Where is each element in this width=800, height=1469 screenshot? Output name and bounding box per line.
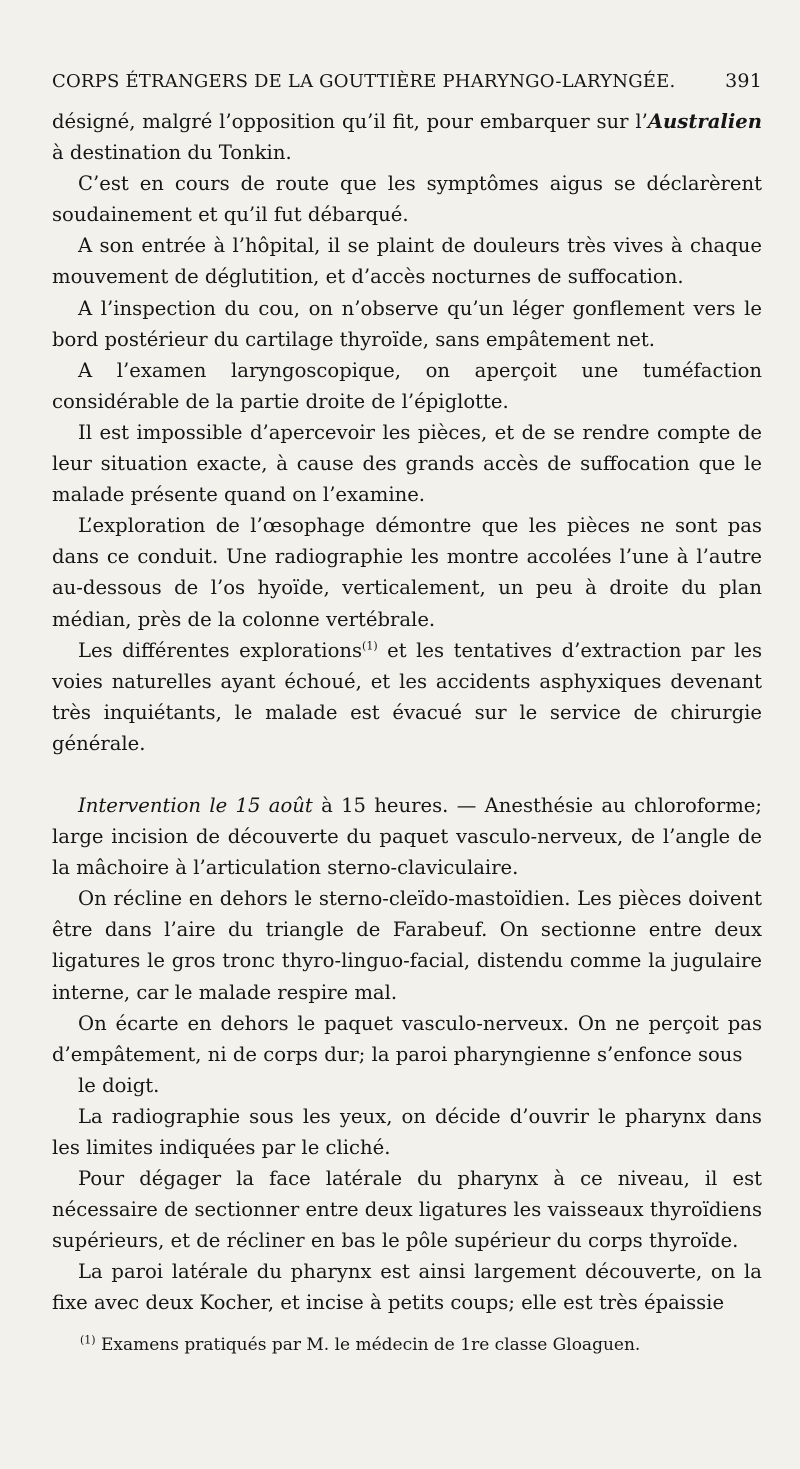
paragraph-1-text-a: désigné, malgré l’opposition qu’il fit, pour embarquer sur l’ <box>52 110 648 133</box>
footnote-mark: (1) <box>80 1333 96 1347</box>
body-text <box>52 106 762 1319</box>
intervention-lead: Intervention le 15 août <box>78 793 313 817</box>
footnote-reference: (1) <box>362 639 378 653</box>
paragraph-14: La paroi latérale du pharynx est ainsi largement découverte, on la fixe avec deux Kocher, et incise à petits coups; elle est très épaissie <box>52 1260 762 1315</box>
paragraph-8-text-a: Les différentes explorations <box>78 638 363 662</box>
paragraph-intervention <box>52 790 762 883</box>
paragraph-1-text-b: à destination du Tonkin. <box>52 141 292 165</box>
intervention-text: à 15 heures. — Anesthésie au chloroforme; large incision de découverte du paquet vasculo-nerveux, de l’angle de la mâchoire à l’articulation sterno-claviculaire. <box>52 793 762 880</box>
paragraph-13: Pour dégager la face latérale du pharynx à ce niveau, il est nécessaire de sectionner entre deux ligatures les vaisseaux thyroïdiens supérieurs, et de récliner en bas le pôle supérieur du corps thyroïde. <box>52 1167 762 1253</box>
paragraph-12: La radiographie sous les yeux, on décide d’ouvrir le pharynx dans les limites indiquées par le cliché. <box>52 1104 762 1159</box>
paragraph-5: A l’examen laryngoscopique, on aperçoit une tuméfaction considérable de la partie droite de l’épiglotte. <box>52 358 762 413</box>
footnote-text: Examens pratiqués par M. le médecin de 1re classe Gloaguen. <box>95 1335 641 1355</box>
paragraph-2: C’est en cours de route que les symptômes aigus se déclarèrent soudainement et qu’il fut débarqué. <box>52 172 762 227</box>
paragraph-7: L’exploration de l’œsophage démontre que les pièces ne sont pas dans ce conduit. Une radiographie les montre accolées l’une à l’autre au-dessous de l’os hyoïde, verticalement, un peu à droite du plan médian, près de la colonne vertébrale. <box>52 514 762 631</box>
paragraph-4: A l’inspection du cou, on n’observe qu’un léger gonflement vers le bord postérieur du cartilage thyroïde, sans empâtement net. <box>52 296 762 351</box>
paragraph-3: A son entrée à l’hôpital, il se plaint de douleurs très vives à chaque mouvement de déglutition, et d’accès nocturnes de suffocation. <box>52 234 762 289</box>
paragraph-8 <box>52 635 762 759</box>
paragraph-10: On récline en dehors le sterno-cleïdo-mastoïdien. Les pièces doivent être dans l’aire du triangle de Farabeuf. On sectionne entre deux ligatures le gros tronc thyro-linguo-facial, distendu comme la jugulaire interne, car le malade respire mal. <box>52 887 762 1004</box>
paragraph-8-text-b: et les tentatives d’extraction par les voies naturelles ayant échoué, et les accidents asphyxiques devenant très inquiétants, le malade est évacué sur le service de chirurgie générale. <box>52 638 763 755</box>
ship-name: Australien <box>647 110 762 133</box>
footnote <box>80 1334 760 1356</box>
running-title: CORPS ÉTRANGERS DE LA GOUTTIÈRE PHARYNGO-LARYNGÉE. <box>52 71 676 92</box>
paragraph-11-continuation: le doigt. <box>78 1073 160 1097</box>
paragraph-11: On écarte en dehors le paquet vasculo-nerveux. On ne perçoit pas d’empâtement, ni de corps dur; la paroi pharyngienne s’enfonce sous <box>52 1011 762 1066</box>
running-head <box>52 70 762 92</box>
paragraph-6: Il est impossible d’apercevoir les pièces, et de se rendre compte de leur situation exacte, à cause des grands accès de suffocation que le malade présente quand on l’examine. <box>52 420 762 507</box>
paragraph-1 <box>52 106 762 168</box>
page-number: 391 <box>725 70 762 92</box>
